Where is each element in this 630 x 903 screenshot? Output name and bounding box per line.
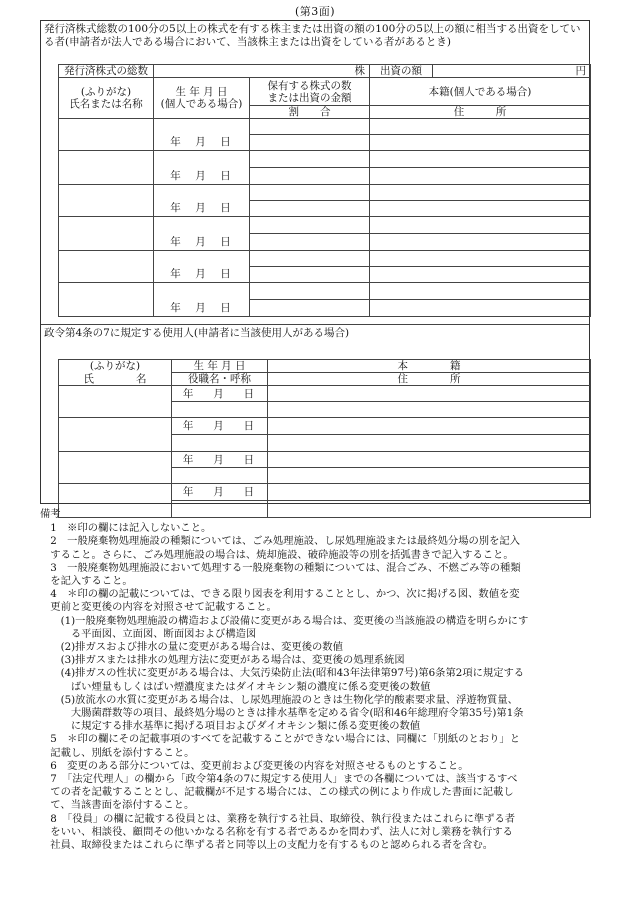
birth-date-field[interactable] [154,151,250,168]
note-line: 4 ＊印の欄の記載については、できる限り図表を利用することとし、かつ、次に掲げる図、数値を変 [40,588,520,601]
shareholder-name-field[interactable] [59,185,154,217]
address-field[interactable] [370,201,591,217]
note-line: (2)排ガスおよび排水の量に変更がある場合は、変更後の数値 [40,641,343,654]
employee-domicile-field[interactable] [268,452,591,468]
domicile-field[interactable] [370,251,591,267]
shareholder-name-field[interactable] [59,151,154,185]
shares-unit: 株 [354,65,365,77]
address-field[interactable] [370,168,591,185]
holding-field[interactable] [250,119,370,135]
birth-note: (個人である場合) [160,98,243,110]
note-line: る平面図、立面図、断面図および構造図 [40,627,257,640]
employee-birth-date: 年 月 日 [172,484,268,501]
note-line: 3 一般廃棄物処理施設において処理する一般廃棄物の種類については、混合ごみ、不燃ごみ等の種類 [40,561,521,574]
address-field[interactable] [370,267,591,283]
name-label: 氏名または名称 [69,98,143,110]
note-line: (3)排ガスまたは排水の処理方法に変更がある場合は、変更後の処理系統図 [40,654,405,667]
notes-title: 備考 [40,508,61,520]
employee-address-field[interactable] [268,402,591,418]
col-title-header: 役職名・呼称 [172,373,268,386]
employee-name-field[interactable] [59,452,172,484]
page-label: (第3面) [294,5,336,18]
col-name-header: 氏 名 [59,373,172,386]
shareholder-name-field[interactable] [59,283,154,317]
note-line: を記入すること。 [40,575,133,588]
col-birth-header [154,78,250,119]
holding-field[interactable] [250,251,370,267]
col-furigana-header: (ふりがな) [59,360,172,373]
birth-date-text: 年 月 日 [154,300,250,317]
ratio-field[interactable] [250,168,370,185]
address-field[interactable] [370,234,591,251]
col-holding-header [250,78,370,106]
birth-label: 生 年 月 日 [175,86,228,98]
employee-birth-date: 年 月 日 [172,386,268,402]
note-line: 6 変更のある部分については、変更前および変更後の内容を対照させるものとすること。 [40,759,469,772]
address-field[interactable] [370,135,591,151]
domicile-field[interactable] [370,119,591,135]
note-line: 大腸菌群数等の項目、最終処分場のときは排水基準を定める省令(昭和46年総理府令第35号)第1条 [40,707,524,720]
note-line: ての者を記載することとし、記載欄が不足する場合には、この様式の例により作成した書面に記載し [40,786,514,799]
employee-title-field[interactable] [172,402,268,418]
ratio-field[interactable] [250,135,370,151]
employee-domicile-field[interactable] [268,418,591,435]
birth-date-field[interactable] [154,251,250,267]
birth-date-text: 年 月 日 [154,168,250,185]
domicile-field[interactable] [370,283,591,300]
holding-label-1: 保有する株式の数 [267,79,352,92]
employee-birth-date: 年 月 日 [172,452,268,468]
total-shares-field[interactable] [154,65,370,78]
shareholder-name-field[interactable] [59,119,154,151]
note-line: て、当該書面を添付すること。 [40,799,195,812]
notes-section [40,508,596,852]
birth-date-text: 年 月 日 [154,234,250,251]
furigana-label: (ふりがな) [80,86,132,98]
col-address-header: 住 所 [268,373,591,386]
note-line: 社員、取締役またはこれらに準ずる者と同等以上の支配力を有するものと認められる者を含む。 [40,839,494,852]
col-domicile-header: 本 籍 [268,360,591,373]
form-frame [40,20,590,504]
birth-date-text: 年 月 日 [154,135,250,151]
capital-cell[interactable] [370,65,591,78]
shareholder-name-field[interactable] [59,251,154,283]
col-domicile-header: 本籍(個人である場合) [370,78,591,106]
total-shares-label: 発行済株式の総数 [59,65,154,78]
note-line: すること。さらに、ごみ処理施設の場合は、焼却施設、破砕施設等の別を括弧書きで記入すること。 [40,548,514,561]
shareholder-name-field[interactable] [59,217,154,251]
note-line: 1 ※印の欄には記入しないこと。 [40,522,212,535]
domicile-field[interactable] [370,185,591,201]
employee-title-field[interactable] [172,468,268,484]
note-line: 更前と変更後の内容を対照させて記載すること。 [40,601,277,614]
address-field[interactable] [370,300,591,317]
capital-label: 出資の額 [370,65,433,77]
note-line: 8 「役員」の欄に記載する役員とは、業務を執行する社員、取締役、執行役またはこれらに準ずる者 [40,812,516,825]
shareholders-table [58,64,591,317]
domicile-field[interactable] [370,217,591,234]
note-line: ばい煙量もしくはばい煙濃度またはダイオキシン類の濃度に係る変更後の数値 [40,680,431,693]
holding-field[interactable] [250,151,370,168]
domicile-field[interactable] [370,151,591,168]
holding-field[interactable] [250,283,370,300]
employee-domicile-field[interactable] [268,386,591,402]
birth-date-text: 年 月 日 [154,267,250,283]
col-birth-header: 生 年 月 日 [172,360,268,373]
birth-date-field[interactable] [154,119,250,135]
employee-name-field[interactable] [59,386,172,418]
note-line: 7 「法定代理人」の欄から「政令第4条の7に規定する使用人」までの各欄については、該当するすべ [40,773,518,786]
note-line: (4)排ガスの性状に変更がある場合は、大気汚染防止法(昭和43年法律第97号)第6条第2項に規定する [40,667,525,680]
ratio-field[interactable] [250,201,370,217]
employee-address-field[interactable] [268,435,591,452]
employee-title-field[interactable] [172,435,268,452]
employees-table [58,359,591,518]
holding-field[interactable] [250,217,370,234]
employee-domicile-field[interactable] [268,484,591,501]
employee-address-field[interactable] [268,468,591,484]
holding-label-2: または出資の金額 [267,91,352,104]
note-line: (1)一般廃棄物処理施設の構造および設備に変更がある場合は、変更後の当該施設の構造を明らかにす [40,614,529,627]
ratio-field[interactable] [250,234,370,251]
note-line: 5 ＊印の欄にその記載事項のすべてを記載することができない場合には、同欄に「別紙のとおり」と [40,733,520,746]
yen-unit: 円 [575,65,586,77]
note-line: に規定する排水基準に掲げる項目およびダイオキシン類に係る変更後の数値 [40,720,421,733]
note-line: 記載し、別紙を添付すること。 [40,746,195,759]
employee-name-field[interactable] [59,418,172,452]
col-ratio-header: 割 合 [250,106,370,119]
ratio-field[interactable] [250,300,370,317]
ratio-field[interactable] [250,267,370,283]
note-line: 2 一般廃棄物処理施設の種類については、ごみ処理施設、し尿処理施設または最終処分場の別を記入 [40,535,520,548]
birth-date-field[interactable] [154,283,250,300]
birth-date-field[interactable] [154,217,250,234]
col-address-header: 住 所 [370,106,591,119]
note-line: (5)放流水の水質に変更がある場合は、し尿処理施設のときは生物化学的酸素要求量、浮遊物質量、 [40,693,518,706]
birth-date-field[interactable] [154,185,250,201]
shareholders-heading: 発行済株式総数の100分の5以上の株式を有する株主または出資の額の100分の5以上の額に相当する出資をしている者(申請者が法人である場合において、当該株主または出資をしている者があるとき) [44,23,581,48]
employee-birth-date: 年 月 日 [172,418,268,435]
birth-date-text: 年 月 日 [154,201,250,217]
note-line: をいい、相談役、顧問その他いかなる名称を有する者であるかを問わず、法人に対し業務を執行する [40,825,513,838]
holding-field[interactable] [250,185,370,201]
employees-heading: 政令第4条の7に規定する使用人(申請者に当該使用人がある場合) [41,324,589,342]
col-name-header [59,78,154,119]
